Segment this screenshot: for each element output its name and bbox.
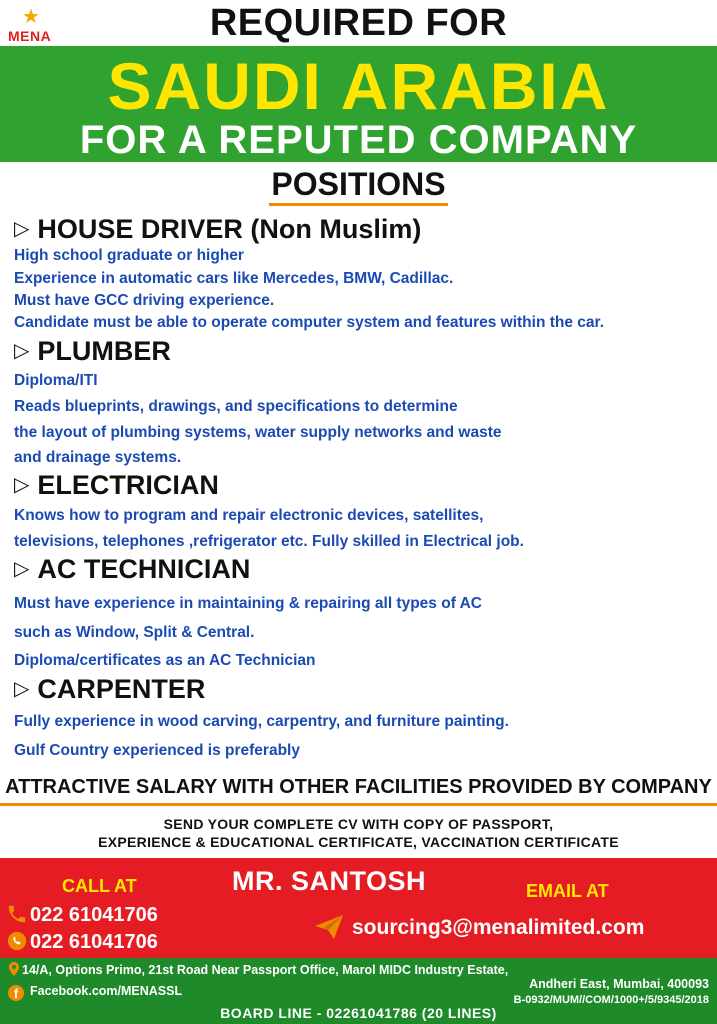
job-desc-line: Must have GCC driving experience. — [14, 292, 275, 309]
job-title-text: AC TECHNICIAN — [37, 554, 251, 584]
job-desc-line: televisions, telephones ,refrigerator etc. Fully skilled in Electrical job. — [14, 533, 524, 550]
email-text: sourcing3@menalimited.com — [352, 916, 645, 939]
job-desc-line: Gulf Country experienced is preferably — [14, 742, 300, 759]
salary-note: ATTRACTIVE SALARY WITH OTHER FACILITIES PROVIDED BY COMPANY — [5, 776, 712, 798]
positions-title: POSITIONS — [269, 166, 447, 206]
facebook-text: Facebook.com/MENASSL — [30, 984, 183, 998]
phone-number-text: 022 61041706 — [30, 904, 158, 926]
job-desc-line: Reads blueprints, drawings, and specifications to determine — [14, 398, 458, 415]
send-cv-instructions — [0, 815, 717, 851]
whatsapp-icon — [6, 930, 28, 952]
email-at-label: EMAIL AT — [526, 881, 609, 901]
address-text: 14/A, Options Primo, 21st Road Near Passport Office, Marol MIDC Industry Estate, — [22, 963, 509, 977]
job-desc-line: Diploma/certificates as an AC Technician — [14, 652, 316, 669]
job-title-house-driver — [14, 214, 421, 244]
company-line: FOR A REPUTED COMPANY — [79, 118, 638, 162]
job-title-electrician — [14, 470, 219, 500]
job-title-text: PLUMBER — [37, 336, 171, 366]
paper-plane-icon — [314, 914, 344, 940]
job-desc-line: Candidate must be able to operate computer system and features within the car. — [14, 314, 605, 331]
job-title-text: ELECTRICIAN — [37, 470, 219, 500]
triangle-bullet-icon: ▷ — [14, 218, 30, 240]
address-line-1 — [8, 962, 710, 978]
triangle-bullet-icon: ▷ — [14, 340, 30, 362]
job-desc-line: Fully experience in wood carving, carpentry, and furniture painting. — [14, 713, 509, 730]
job-title-text: CARPENTER — [37, 674, 206, 704]
phone-number-1[interactable] — [6, 903, 158, 927]
board-line: BOARD LINE - 02261041786 (20 LINES) — [220, 1005, 497, 1021]
contact-name: MR. SANTOSH — [232, 866, 427, 896]
triangle-bullet-icon: ▷ — [14, 474, 30, 496]
job-desc-line: Experience in automatic cars like Mercedes, BMW, Cadillac. — [14, 270, 454, 287]
phone-icon — [6, 903, 28, 925]
triangle-bullet-icon: ▷ — [14, 558, 30, 580]
call-at-label: CALL AT — [62, 876, 137, 896]
job-title-ac-technician — [14, 554, 250, 584]
facebook-icon: f — [8, 985, 24, 1001]
job-desc-line: Diploma/ITI — [14, 372, 98, 389]
address-line-2: Andheri East, Mumbai, 400093 — [529, 977, 709, 991]
required-for-heading: REQUIRED FOR — [209, 2, 508, 44]
job-desc-line: and drainage systems. — [14, 449, 182, 466]
job-desc-line: Must have experience in maintaining & repairing all types of AC — [14, 595, 482, 612]
job-title-plumber — [14, 336, 171, 366]
job-title-carpenter — [14, 674, 205, 704]
send-cv-line-2: EXPERIENCE & EDUCATIONAL CERTIFICATE, VACCINATION CERTIFICATE — [98, 834, 619, 850]
country-heading: SAUDI ARABIA — [107, 49, 610, 123]
facebook-link[interactable] — [8, 984, 182, 1001]
divider — [0, 803, 717, 806]
send-cv-line-1: SEND YOUR COMPLETE CV WITH COPY OF PASSPORT, — [163, 816, 554, 832]
logo-text: MENA — [8, 28, 52, 44]
location-pin-icon — [8, 962, 20, 976]
triangle-bullet-icon: ▷ — [14, 678, 30, 700]
license-number: B-0932/MUM//COM/1000+/5/9345/2018 — [513, 994, 709, 1006]
job-desc-line: such as Window, Split & Central. — [14, 624, 255, 641]
job-title-text: HOUSE DRIVER (Non Muslim) — [37, 214, 422, 244]
job-desc-line: the layout of plumbing systems, water supply networks and waste — [14, 424, 502, 441]
phone-number-2[interactable] — [6, 930, 158, 954]
email-address[interactable] — [314, 914, 644, 940]
phone-number-text: 022 61041706 — [30, 931, 158, 953]
job-desc-line: Knows how to program and repair electronic devices, satellites, — [14, 507, 484, 524]
positions-title-wrap — [0, 166, 717, 206]
job-desc-line: High school graduate or higher — [14, 247, 244, 264]
runner-icon: ★ — [22, 6, 40, 28]
